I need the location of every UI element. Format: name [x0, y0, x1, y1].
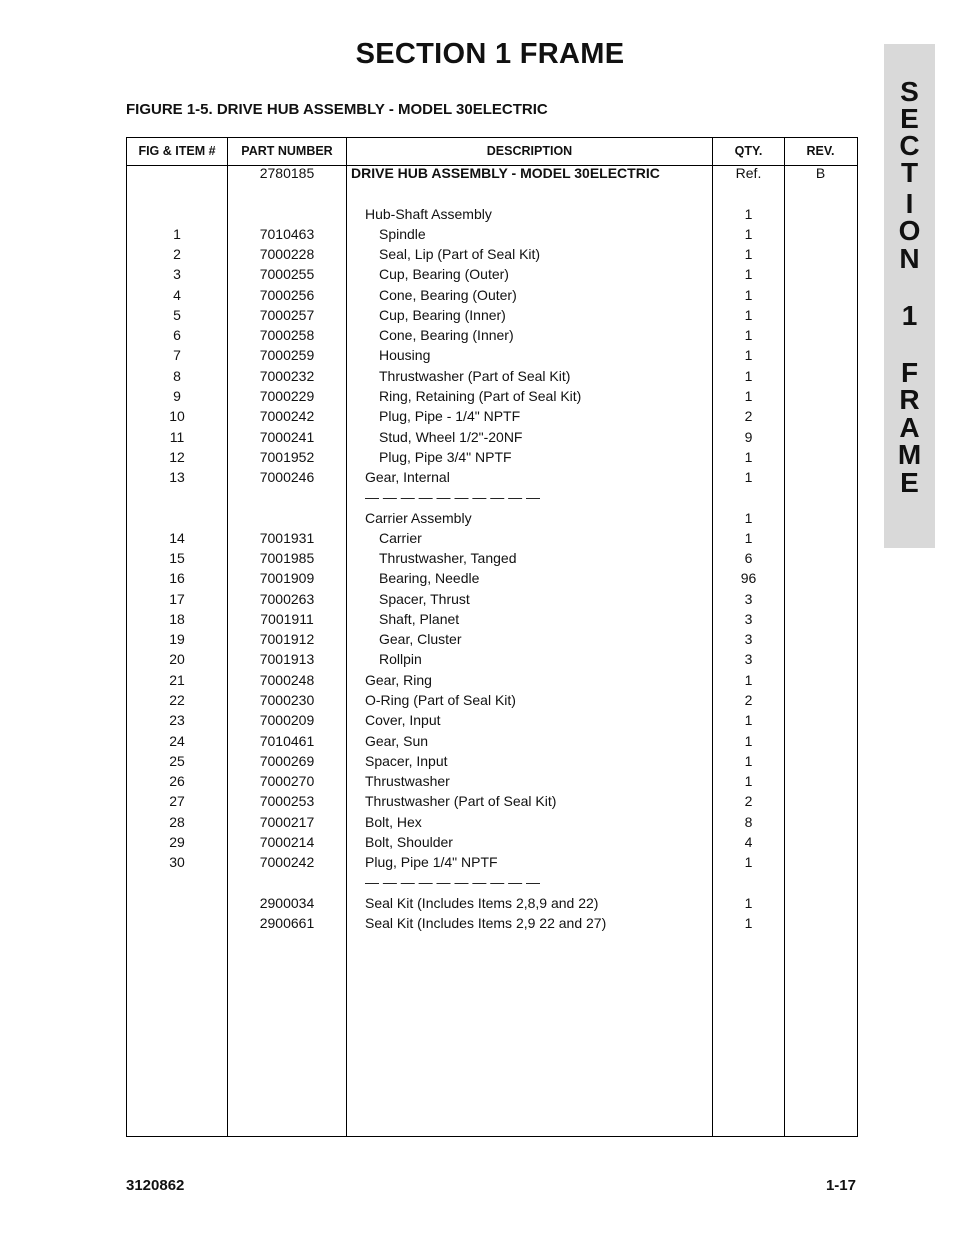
table-row — [127, 629, 857, 649]
table-row — [127, 224, 857, 244]
cell-description: Bolt, Hex — [365, 813, 422, 830]
cell-qty: 3 — [744, 651, 753, 668]
table-row — [127, 771, 857, 791]
cell-item-number: 18 — [169, 610, 185, 627]
cell-item-number: 30 — [169, 854, 185, 871]
table-row — [127, 427, 857, 447]
cell-part-number: 7001911 — [260, 610, 314, 627]
table-row — [127, 649, 857, 669]
cell-description: Ring, Retaining (Part of Seal Kit) — [379, 387, 582, 404]
cell-item-number: 6 — [173, 327, 181, 344]
cell-part-number: 7000263 — [259, 590, 315, 607]
cell-item-number: 19 — [169, 631, 185, 648]
cell-item-number: 4 — [173, 286, 181, 303]
cell-item-number: 2 — [173, 246, 181, 263]
cell-part-number: 7000246 — [259, 469, 315, 486]
table-row — [127, 406, 857, 426]
cell-part-number: 2900034 — [259, 894, 315, 911]
cell-description: Carrier Assembly — [365, 509, 472, 526]
cell-part-number: 7000259 — [259, 347, 315, 364]
side-tab-letter: R — [899, 384, 920, 415]
header-qty: QTY. — [734, 144, 763, 158]
cell-rev: B — [815, 165, 826, 181]
cell-item-number: 3 — [173, 266, 181, 283]
cell-description: Seal Kit (Includes Items 2,9 22 and 27) — [365, 914, 607, 931]
cell-description: Gear, Ring — [365, 671, 432, 688]
cell-qty: 1 — [744, 327, 753, 344]
cell-description: Stud, Wheel 1/2"-20NF — [379, 428, 523, 445]
table-row — [127, 913, 857, 933]
side-tab-letter: O — [898, 215, 921, 246]
table-row — [127, 325, 857, 345]
cell-item-number: 16 — [169, 570, 185, 587]
cell-description: Thrustwasher — [365, 773, 450, 790]
cell-part-number: 7001931 — [259, 529, 315, 546]
side-tab-letter: T — [900, 157, 919, 188]
side-tab-letter: C — [899, 130, 920, 161]
table-row — [127, 244, 857, 264]
cell-qty: 1 — [744, 854, 753, 871]
table-row — [127, 791, 857, 811]
cell-description: Spacer, Input — [365, 752, 448, 769]
cell-part-number: 7000248 — [259, 671, 315, 688]
cell-description: DRIVE HUB ASSEMBLY - MODEL 30ELECTRIC — [351, 165, 660, 181]
cell-description: Spacer, Thrust — [379, 590, 470, 607]
cell-description: Carrier — [379, 529, 422, 546]
table-row — [127, 710, 857, 730]
cell-item-number: 25 — [169, 752, 185, 769]
cell-item-number: 9 — [173, 387, 181, 404]
table-row — [127, 751, 857, 771]
cell-qty: 1 — [744, 205, 753, 222]
cell-part-number: 7000256 — [259, 286, 315, 303]
cell-item-number: 21 — [169, 671, 185, 688]
cell-part-number: 2780185 — [259, 165, 315, 181]
cell-description: Cup, Bearing (Inner) — [379, 306, 506, 323]
cell-item-number: 28 — [169, 813, 185, 830]
header-part-number: PART NUMBER — [241, 144, 333, 158]
cell-qty: 1 — [744, 732, 753, 749]
cell-part-number: 7001912 — [259, 631, 315, 648]
table-row — [127, 528, 857, 548]
table-row — [127, 812, 857, 832]
table-row — [127, 204, 857, 224]
side-tab-letter: 1 — [901, 300, 918, 331]
cell-item-number: 29 — [169, 833, 185, 850]
cell-qty: 2 — [744, 692, 753, 709]
table-row — [127, 609, 857, 629]
cell-qty: 1 — [744, 266, 753, 283]
side-tab-letter: I — [905, 188, 914, 219]
cell-part-number: 7000232 — [259, 367, 315, 384]
cell-description: Gear, Internal — [365, 469, 450, 486]
table-row — [127, 731, 857, 751]
cell-description: Hub-Shaft Assembly — [365, 205, 492, 222]
cell-part-number: 7001909 — [259, 570, 315, 587]
cell-description: O-Ring (Part of Seal Kit) — [365, 692, 516, 709]
cell-description: Cone, Bearing (Inner) — [379, 327, 514, 344]
cell-part-number: 7001913 — [259, 651, 315, 668]
cell-item-number: 15 — [169, 550, 185, 567]
cell-qty: 1 — [744, 773, 753, 790]
cell-description: Seal, Lip (Part of Seal Kit) — [379, 246, 541, 263]
cell-part-number: 7000242 — [259, 408, 315, 425]
cell-description: Thrustwasher (Part of Seal Kit) — [365, 793, 557, 810]
table-row — [127, 366, 857, 386]
cell-item-number: 22 — [169, 692, 185, 709]
cell-description: Cover, Input — [365, 712, 441, 729]
section-side-tab — [884, 44, 935, 548]
header-item: FIG & ITEM # — [138, 144, 216, 158]
cell-description: Gear, Cluster — [379, 631, 462, 648]
cell-part-number: 7000217 — [259, 813, 315, 830]
cell-item-number: 23 — [169, 712, 185, 729]
cell-description: Thrustwasher (Part of Seal Kit) — [379, 367, 571, 384]
cell-item-number: 12 — [169, 448, 185, 465]
table-row — [127, 690, 857, 710]
cell-qty: 1 — [744, 448, 753, 465]
cell-qty: 1 — [744, 509, 753, 526]
table-row — [127, 467, 857, 487]
cell-item-number: 14 — [169, 529, 185, 546]
cell-item-number: 27 — [169, 793, 185, 810]
cell-item-number: 5 — [173, 306, 181, 323]
cell-part-number: 7010461 — [259, 732, 315, 749]
header-description: DESCRIPTION — [486, 144, 573, 158]
side-tab-letter: E — [900, 103, 919, 134]
table-row — [127, 264, 857, 284]
cell-qty: 3 — [744, 631, 753, 648]
cell-qty: 1 — [744, 246, 753, 263]
cell-description: Housing — [379, 347, 431, 364]
cell-qty: 1 — [744, 225, 753, 242]
cell-description: Shaft, Planet — [379, 610, 460, 627]
cell-part-number: 2900661 — [259, 914, 315, 931]
cell-qty: 1 — [744, 894, 753, 911]
cell-qty: 1 — [744, 367, 753, 384]
side-tab-letter: F — [900, 357, 919, 388]
cell-qty: 1 — [744, 469, 753, 486]
table-row — [127, 568, 857, 588]
cell-part-number: 7000258 — [259, 327, 315, 344]
cell-part-number: 7000209 — [259, 712, 315, 729]
cell-item-number: 10 — [169, 408, 185, 425]
table-row — [127, 345, 857, 365]
cell-item-number: 20 — [169, 651, 185, 668]
cell-description: Gear, Sun — [365, 732, 429, 749]
table-row — [127, 163, 857, 183]
page-title: SECTION 1 FRAME — [355, 38, 625, 70]
cell-part-number: 7000270 — [259, 773, 315, 790]
cell-part-number: 7000269 — [259, 752, 315, 769]
cell-description: — — — — — — — — — — — [365, 874, 541, 891]
cell-part-number: 7000229 — [259, 387, 315, 404]
cell-qty: 1 — [744, 914, 753, 931]
cell-part-number: 7000257 — [259, 306, 315, 323]
cell-qty: 2 — [744, 793, 753, 810]
cell-qty: 4 — [744, 833, 753, 850]
side-tab-letter: S — [900, 76, 919, 107]
cell-description: — — — — — — — — — — — [365, 489, 541, 506]
cell-description: Seal Kit (Includes Items 2,8,9 and 22) — [365, 894, 599, 911]
cell-description: Cup, Bearing (Outer) — [379, 266, 509, 283]
table-row — [127, 589, 857, 609]
cell-qty: 8 — [744, 813, 753, 830]
cell-item-number: 24 — [169, 732, 185, 749]
cell-description: Spindle — [379, 225, 426, 242]
cell-qty: 1 — [744, 529, 753, 546]
cell-qty: 96 — [740, 570, 757, 587]
cell-item-number: 11 — [169, 428, 185, 445]
cell-part-number: 7000242 — [259, 854, 315, 871]
cell-item-number: 13 — [169, 469, 185, 486]
table-row — [127, 305, 857, 325]
cell-description: Bolt, Shoulder — [365, 833, 453, 850]
table-row — [127, 832, 857, 852]
cell-qty: 1 — [744, 671, 753, 688]
cell-qty: 3 — [744, 590, 753, 607]
document-number: 3120862 — [126, 1177, 185, 1194]
cell-description: Thrustwasher, Tanged — [379, 550, 517, 567]
cell-part-number: 7000253 — [259, 793, 315, 810]
table-row — [127, 285, 857, 305]
cell-item-number: 17 — [169, 590, 185, 607]
header-rev: REV. — [806, 144, 835, 158]
page-number: 1-17 — [825, 1177, 856, 1194]
cell-qty: 1 — [744, 712, 753, 729]
cell-qty: 6 — [744, 550, 753, 567]
table-row — [127, 548, 857, 568]
cell-qty: 9 — [744, 428, 753, 445]
side-tab-letter: N — [899, 243, 920, 274]
cell-qty: 3 — [744, 610, 753, 627]
parts-table — [126, 137, 858, 1137]
cell-item-number: 26 — [169, 773, 185, 790]
table-row — [127, 508, 857, 528]
table-row — [127, 447, 857, 467]
cell-qty: 2 — [744, 408, 753, 425]
cell-part-number: 7000214 — [259, 833, 315, 850]
cell-qty: 1 — [744, 347, 753, 364]
table-row — [127, 487, 857, 507]
cell-description: Bearing, Needle — [379, 570, 480, 587]
cell-part-number: 7000241 — [259, 428, 315, 445]
figure-title: FIGURE 1-5. DRIVE HUB ASSEMBLY - MODEL 30ELECTRIC — [126, 101, 548, 118]
cell-qty: 1 — [744, 387, 753, 404]
cell-part-number: 7000228 — [259, 246, 315, 263]
cell-description: Plug, Pipe 1/4" NPTF — [365, 854, 498, 871]
cell-qty: Ref. — [735, 165, 762, 181]
cell-qty: 1 — [744, 306, 753, 323]
cell-qty: 1 — [744, 286, 753, 303]
cell-qty: 1 — [744, 752, 753, 769]
cell-part-number: 7010463 — [259, 225, 315, 242]
table-row — [127, 386, 857, 406]
cell-description: Plug, Pipe - 1/4" NPTF — [379, 408, 521, 425]
table-row — [127, 183, 857, 203]
side-tab-letter: A — [899, 412, 920, 443]
table-row — [127, 893, 857, 913]
cell-item-number: 8 — [173, 367, 181, 384]
cell-description: Plug, Pipe 3/4" NPTF — [379, 448, 512, 465]
table-row — [127, 852, 857, 872]
side-tab-letter: M — [897, 439, 922, 470]
cell-item-number: 1 — [173, 225, 181, 242]
table-row — [127, 872, 857, 892]
cell-item-number: 7 — [173, 347, 181, 364]
table-row — [127, 670, 857, 690]
cell-description: Cone, Bearing (Outer) — [379, 286, 517, 303]
cell-part-number: 7000255 — [259, 266, 315, 283]
side-tab-letter: E — [900, 467, 919, 498]
cell-description: Rollpin — [379, 651, 422, 668]
cell-part-number: 7001985 — [259, 550, 315, 567]
cell-part-number: 7001952 — [259, 448, 315, 465]
cell-part-number: 7000230 — [259, 692, 315, 709]
